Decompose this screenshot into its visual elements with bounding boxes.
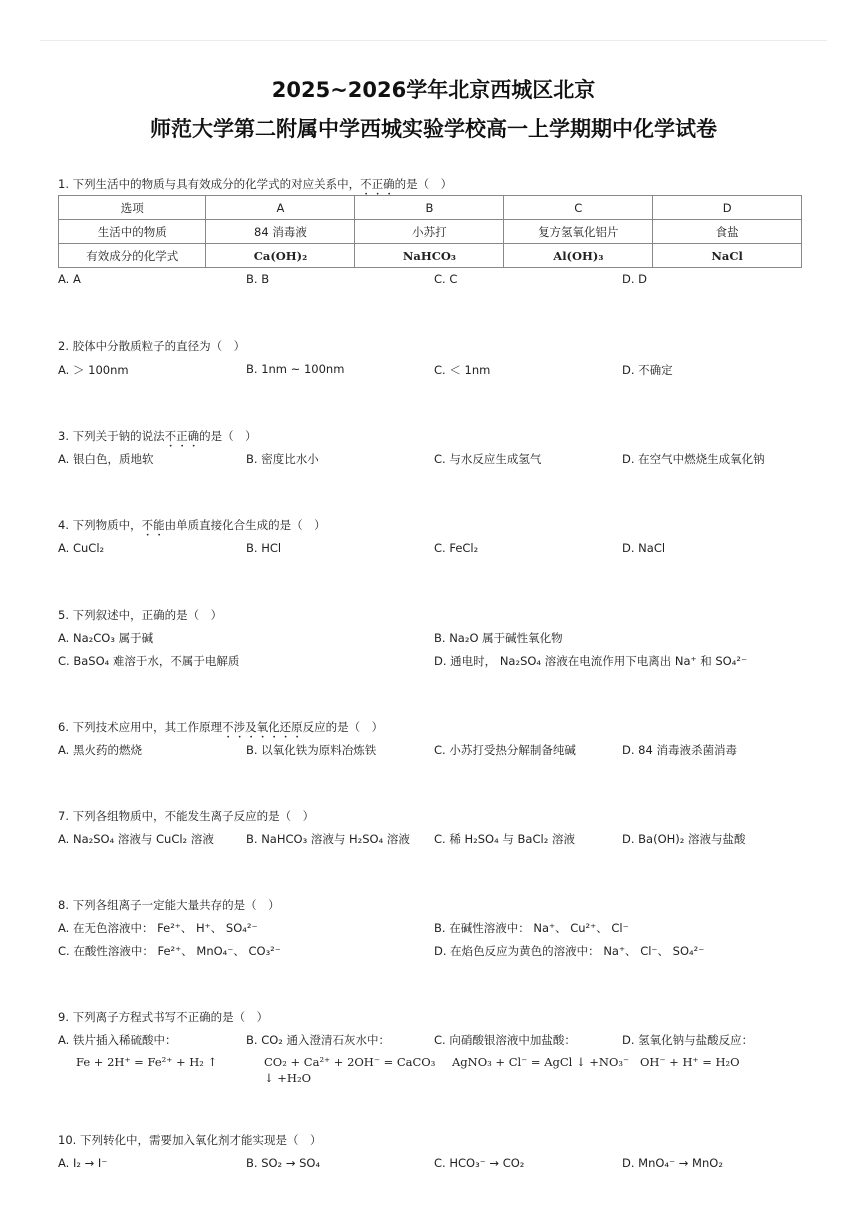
question-2-option-a[interactable]: A. ＞ 100nm <box>58 363 129 377</box>
question-stem-text: 4. 下列物质中， <box>58 518 142 532</box>
table-row <box>59 244 802 268</box>
question-6-option-d[interactable]: D. 84 消毒液杀菌消毒 <box>622 743 737 757</box>
question-2-option-d[interactable]: D. 不确定 <box>622 363 673 377</box>
question-9-equation-d: OH⁻ + H⁺ = H₂O <box>640 1055 740 1069</box>
question-7-option-c[interactable]: C. 稀 H₂SO₄ 与 BaCl₂ 溶液 <box>434 832 575 846</box>
question-6-option-c[interactable]: C. 小苏打受热分解制备纯碱 <box>434 743 576 757</box>
question-4-option-a[interactable]: A. CuCl₂ <box>58 541 105 555</box>
question-5-option-c[interactable]: C. BaSO₄ 难溶于水，不属于电解质 <box>58 654 240 668</box>
table-header-cell: B <box>355 196 504 220</box>
question-9-equation-b-line1: CO₂ + Ca²⁺ + 2OH⁻ = CaCO₃ <box>264 1055 436 1069</box>
question-stem-text: 的是（ ） <box>199 429 257 443</box>
question-3-option-b[interactable]: B. 密度比水小 <box>246 452 319 466</box>
question-3-option-c[interactable]: C. 与水反应生成氢气 <box>434 452 542 466</box>
emphasized-text: 不正确 <box>360 177 395 191</box>
emphasized-text: 不正确 <box>164 429 200 443</box>
question-3-option-d[interactable]: D. 在空气中燃烧生成氧化钠 <box>622 452 765 466</box>
emphasized-text: 不涉及氧化还原 <box>222 720 303 734</box>
question-10-option-b[interactable]: B. SO₂ → SO₄ <box>246 1156 321 1170</box>
table-header-cell: D <box>653 196 802 220</box>
question-3-option-a[interactable]: A. 银白色，质地软 <box>58 452 154 466</box>
question-7-option-d[interactable]: D. Ba(OH)₂ 溶液与盐酸 <box>622 832 746 846</box>
question-2-option-b[interactable]: B. 1nm ~ 100nm <box>246 362 345 376</box>
question-3-stem <box>58 428 257 450</box>
table-cell: 生活中的物质 <box>59 220 206 244</box>
question-4-stem <box>58 517 326 539</box>
table-cell: NaHCO₃ <box>355 244 504 268</box>
question-2-option-c[interactable]: C. ＜ 1nm <box>434 363 491 377</box>
question-8-option-b[interactable]: B. 在碱性溶液中： Na⁺、 Cu²⁺、 Cl⁻ <box>434 921 629 935</box>
question-9-option-a[interactable]: A. 铁片插入稀硫酸中： <box>58 1033 177 1047</box>
table-header-cell: A <box>206 196 355 220</box>
question-2-stem: 2. 胶体中分散质粒子的直径为（ ） <box>58 339 246 353</box>
question-9-equation-c: AgNO₃ + Cl⁻ = AgCl ↓ +NO₃⁻ <box>452 1055 630 1069</box>
question-5-option-b[interactable]: B. Na₂O 属于碱性氧化物 <box>434 631 563 645</box>
question-1-option-b[interactable]: B. B <box>246 272 270 286</box>
question-9-option-d[interactable]: D. 氢氧化钠与盐酸反应： <box>622 1033 754 1047</box>
table-cell: Al(OH)₃ <box>504 244 653 268</box>
question-9-stem: 9. 下列离子方程式书写不正确的是（ ） <box>58 1010 269 1024</box>
question-4-option-d[interactable]: D. NaCl <box>622 541 666 555</box>
question-5-option-d[interactable]: D. 通电时， Na₂SO₄ 溶液在电流作用下电离出 Na⁺ 和 SO₄²⁻ <box>434 654 748 668</box>
table-cell: 有效成分的化学式 <box>59 244 206 268</box>
emphasized-text: 不能 <box>141 518 165 532</box>
table-cell: 复方氢氧化铝片 <box>504 220 653 244</box>
question-10-stem: 10. 下列转化中，需要加入氧化剂才能实现是（ ） <box>58 1133 322 1147</box>
question-stem-text: 1. 下列生活中的物质与具有效成分的化学式的对应关系中， <box>58 177 361 191</box>
question-7-option-a[interactable]: A. Na₂SO₄ 溶液与 CuCl₂ 溶液 <box>58 832 214 846</box>
question-4-option-b[interactable]: B. HCl <box>246 541 282 555</box>
page-title-line-1: 2025~2026学年北京西城区北京 <box>271 78 596 102</box>
table-cell: NaCl <box>653 244 802 268</box>
question-7-stem: 7. 下列各组物质中，不能发生离子反应的是（ ） <box>58 809 315 823</box>
question-1-option-c[interactable]: C. C <box>434 272 458 286</box>
table-row <box>59 220 802 244</box>
question-9-equation-a: Fe + 2H⁺ = Fe²⁺ + H₂ ↑ <box>76 1055 218 1069</box>
question-9-option-b[interactable]: B. CO₂ 通入澄清石灰水中： <box>246 1033 391 1047</box>
question-9-option-c[interactable]: C. 向硝酸银溶液中加盐酸： <box>434 1033 576 1047</box>
question-5-stem: 5. 下列叙述中，正确的是（ ） <box>58 608 223 622</box>
question-8-option-c[interactable]: C. 在酸性溶液中： Fe²⁺、 MnO₄⁻、 CO₃²⁻ <box>58 944 281 958</box>
table-header-cell: C <box>504 196 653 220</box>
question-stem-text: 由单质直接化合生成的是（ ） <box>164 518 326 532</box>
question-6-stem <box>58 719 383 741</box>
question-10-option-c[interactable]: C. HCO₃⁻ → CO₂ <box>434 1156 525 1170</box>
question-1-option-a[interactable]: A. A <box>58 272 81 286</box>
question-9-equation-b-line2: ↓ +H₂O <box>264 1071 311 1085</box>
page-top-divider <box>40 40 827 41</box>
table-cell: 84 消毒液 <box>206 220 355 244</box>
question-10-option-d[interactable]: D. MnO₄⁻ → MnO₂ <box>622 1156 723 1170</box>
question-8-stem: 8. 下列各组离子一定能大量共存的是（ ） <box>58 898 280 912</box>
question-10-option-a[interactable]: A. I₂ → I⁻ <box>58 1156 108 1170</box>
question-8-option-a[interactable]: A. 在无色溶液中： Fe²⁺、 H⁺、 SO₄²⁻ <box>58 921 258 935</box>
question-7-option-b[interactable]: B. NaHCO₃ 溶液与 H₂SO₄ 溶液 <box>246 832 410 846</box>
question-stem-text: 反应的是（ ） <box>302 720 384 734</box>
question-5-option-a[interactable]: A. Na₂CO₃ 属于碱 <box>58 631 154 645</box>
table-cell: 食盐 <box>653 220 802 244</box>
table-row <box>59 196 802 220</box>
question-6-option-b[interactable]: B. 以氧化铁为原料冶炼铁 <box>246 743 377 757</box>
question-6-option-a[interactable]: A. 黑火药的燃烧 <box>58 743 142 757</box>
page-title-line-2: 师范大学第二附属中学西城实验学校高一上学期期中化学试卷 <box>150 117 717 141</box>
question-8-option-d[interactable]: D. 在焰色反应为黄色的溶液中： Na⁺、 Cl⁻、 SO₄²⁻ <box>434 944 705 958</box>
table-cell: 小苏打 <box>355 220 504 244</box>
question-4-option-c[interactable]: C. FeCl₂ <box>434 541 479 555</box>
question-stem-text: 6. 下列技术应用中，其工作原理 <box>58 720 223 734</box>
table-header-cell: 选项 <box>59 196 206 220</box>
question-1-option-d[interactable]: D. D <box>622 272 648 286</box>
table-cell: Ca(OH)₂ <box>206 244 355 268</box>
question-stem-text: 3. 下列关于钠的说法 <box>58 429 165 443</box>
question-1-table <box>58 195 802 268</box>
question-stem-text: 的是（ ） <box>394 177 453 191</box>
